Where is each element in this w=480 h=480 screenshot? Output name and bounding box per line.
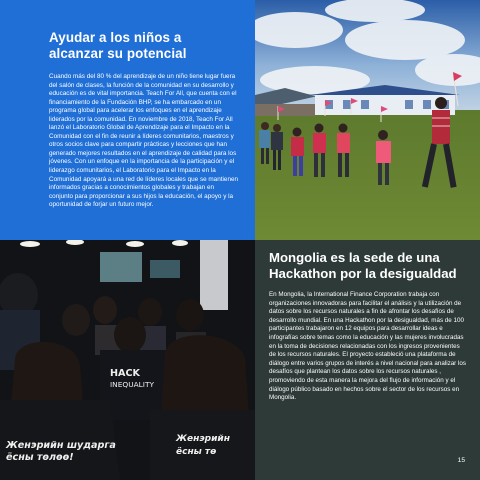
- photo-children-playing: [255, 0, 480, 240]
- shirt-back-left-line-2: ёсны төлөө!: [6, 451, 74, 463]
- shirt-print-hack-inequality: [110, 368, 154, 390]
- shirt-back-text-left: [6, 440, 116, 463]
- shirt-back-text-right: [176, 433, 230, 459]
- story-body-children: Cuando más del 80 % del aprendizaje de un niño tiene lugar fuera del salón de clases, la función de la comunidad en su desarrollo y educación es de vital importancia. Teach For All, que cuenta con el financiamiento de la Fundación BHP, se ha embarcado en un programa global para acelerar los enfoques en el aprendizaje liderados por la comunidad. En noviembre de 2018, Teach For All lanzó el Laboratorio Global de Aprendizaje para el Impacto en la Comunidad con el fin de reunir a líderes comunitarios, maestros y otros socios clave para compartir prácticas y lecciones que han generado mejores resultados en el aprendizaje de calidad para los jóvenes. Con un enfoque en la importancia de la participación y el liderazgo comunitarios, el Laboratorio para el Impacto en la Comunidad apoyará a una red de líderes locales que se mantienen informados gracias a conocimientos globales y trabajan en conjunto para proporcionar a sus hijos la educación, el apoyo y la oportunidad de forjar un futuro mejor.: [49, 73, 239, 209]
- story-panel-mongolia: [255, 240, 480, 480]
- shirt-print-line-1: HACK: [110, 368, 140, 379]
- shirt-back-right-line-1: Женэрийн: [176, 434, 230, 444]
- projection-screen: [100, 252, 142, 282]
- shirt-back-left-line-1: Женэрийн шударга: [6, 440, 116, 451]
- story-panel-children: [0, 0, 255, 240]
- page-number: 15: [457, 457, 465, 464]
- shirt-print-line-2: INEQUALITY: [110, 380, 154, 389]
- projection-screen-2: [150, 260, 180, 278]
- window-column: [200, 240, 228, 310]
- story-title-mongolia: Mongolia es la sede de una Hackathon por la desigualdad: [269, 250, 457, 281]
- story-title-children: Ayudar a los niños a alcanzar su potencial: [49, 30, 187, 61]
- story-body-mongolia: En Mongolia, la International Finance Corporation trabaja con organizaciones innovadoras para facilitar el análisis y la utilización de datos sobre los recursos naturales a fin de afrontar los desafíos de desarrollo mundial. En una Hackathon por la desigualdad, más de 100 participantes trabajaron en 12 equipos para desarrollar ideas e infografías sobre temas como la educación y las mujeres involucradas en la toma de decisiones relacionadas con los ingresos provenientes de los recursos naturales. El proyecto estableció una plataforma de diálogo entre varios grupos de interés a nivel nacional para analizar los desafíos que plantean los datos sobre los recursos naturales , promoviendo de esta manera la mejora del flujo de información y el diálogo público basado en hechos sobre el sector de los recursos en Mongolia.: [269, 291, 466, 402]
- photo-hackathon-auditorium: [0, 240, 255, 480]
- shirt-back-right-line-2: ёсны тө: [176, 447, 217, 457]
